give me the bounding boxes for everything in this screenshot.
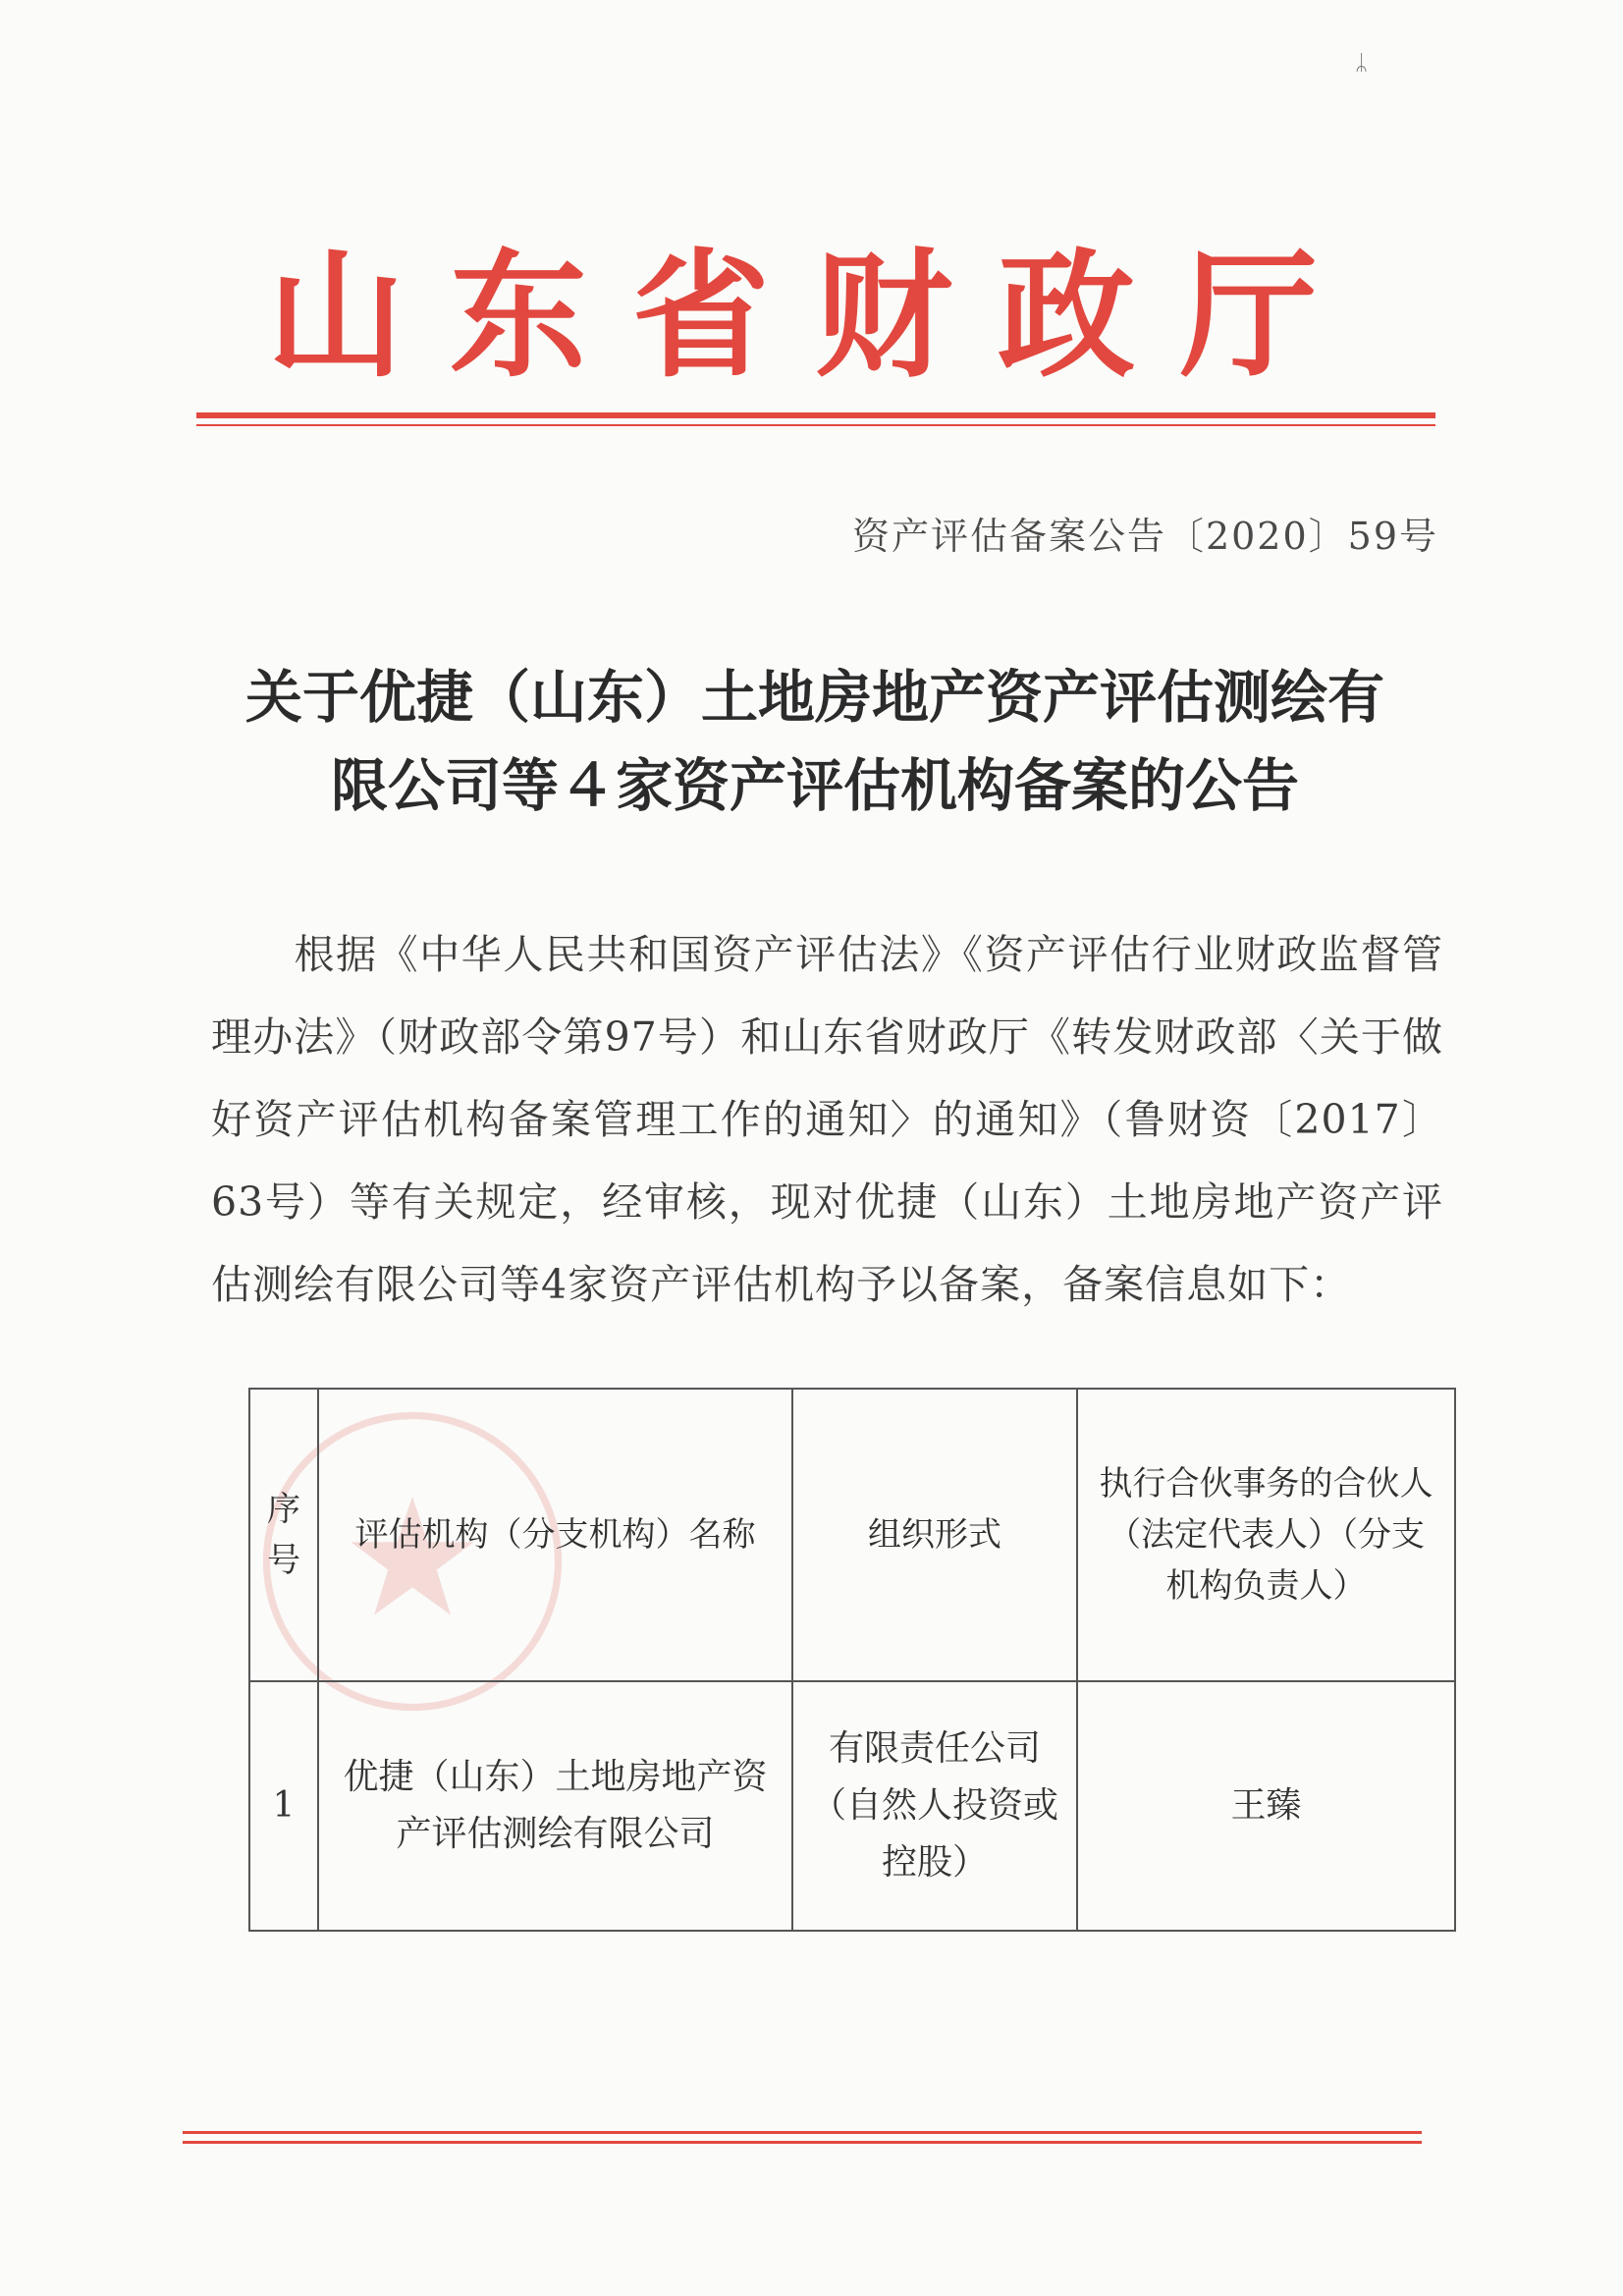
letterhead-org-name: 山东省财政厅 xyxy=(266,237,1363,397)
header-form: 组织形式 xyxy=(792,1389,1077,1681)
body-paragraph xyxy=(211,913,1443,1326)
header-person: 执行合伙事务的合伙人（法定代表人）（分支机构负责人） xyxy=(1077,1389,1455,1681)
header-name: 评估机构（分支机构）名称 xyxy=(318,1389,792,1681)
letterhead-rule-thin xyxy=(196,424,1435,426)
header-no: 序号 xyxy=(249,1389,318,1681)
footer-rule-bottom xyxy=(183,2141,1422,2144)
title-line-2: 限公司等４家资产评估机构备案的公告 xyxy=(330,752,1299,819)
letterhead-rule-thick xyxy=(196,412,1435,418)
document-number: 资产评估备案公告〔2020〕59号 xyxy=(851,515,1438,558)
body-paragraph-text: 根据《中华人民共和国资产评估法》《资产评估行业财政监督管理办法》（财政部令第97号）和山东省财政厅《转发财政部〈关于做好资产评估机构备案管理工作的通知〉的通知》（鲁财资〔2017〕63号）等有关规定，经审核，现对优捷（山东）土地房地产资产评估测绘有限公司等4家资产评估机构予以备案，备案信息如下： xyxy=(211,931,1443,1308)
footer-rule-top xyxy=(183,2131,1422,2134)
cell-person: 王臻 xyxy=(1077,1681,1455,1931)
cell-name: 优捷（山东）土地房地产资产评估测绘有限公司 xyxy=(318,1681,792,1931)
scan-mark: ᛦ xyxy=(1355,51,1369,76)
registration-table xyxy=(248,1388,1456,1932)
cell-form: 有限责任公司（自然人投资或控股） xyxy=(792,1681,1077,1931)
table-row xyxy=(249,1681,1455,1931)
title-line-1: 关于优捷（山东）土地房地产资产评估测绘有 xyxy=(244,664,1384,731)
cell-no: 1 xyxy=(249,1681,318,1931)
document-title xyxy=(187,653,1443,830)
table-header-row xyxy=(249,1389,1455,1681)
